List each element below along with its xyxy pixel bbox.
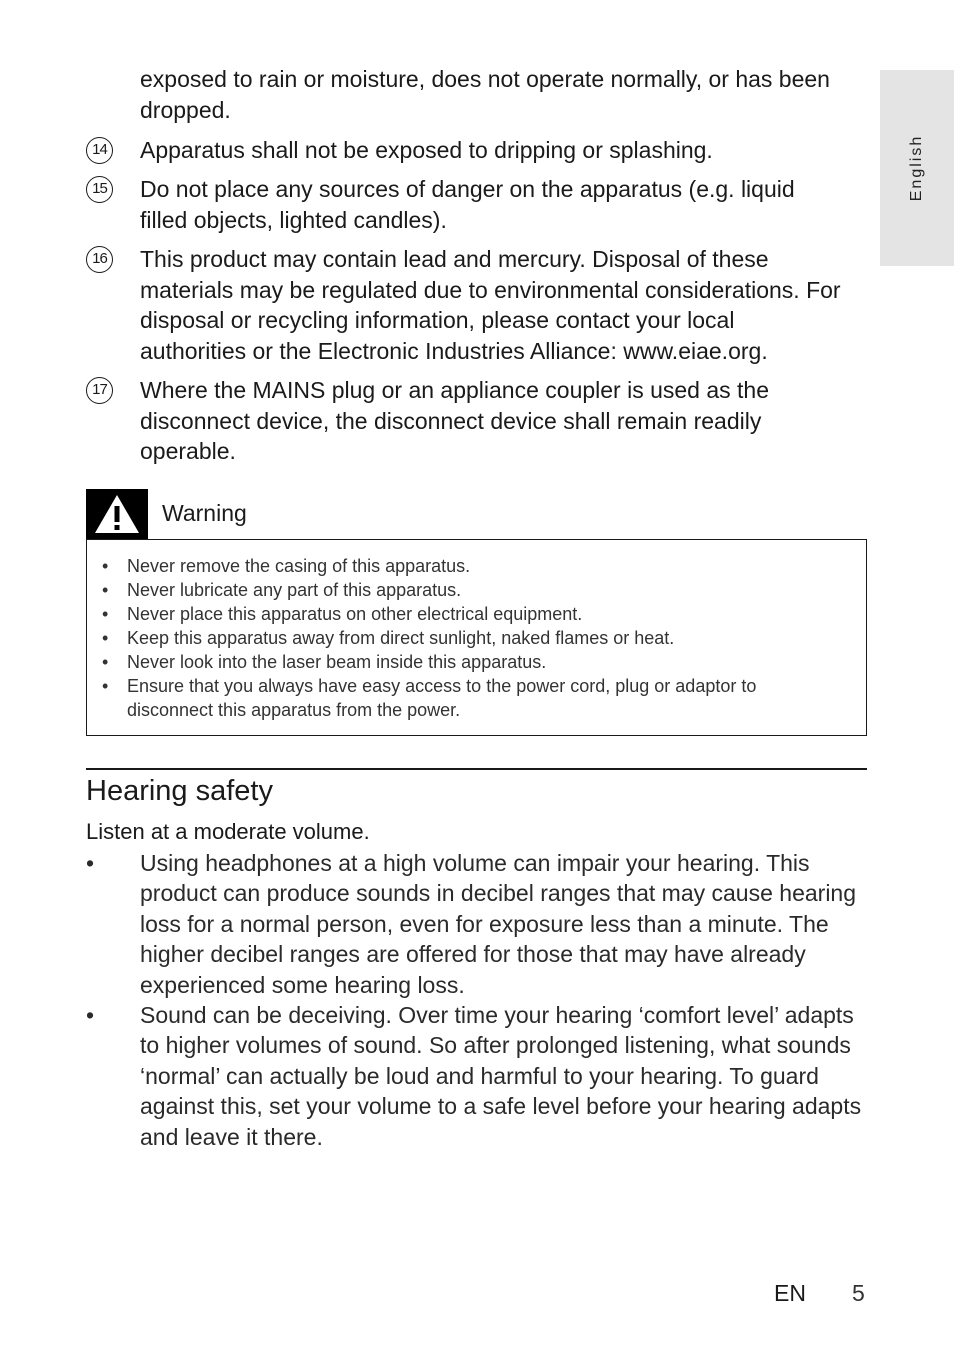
item-text: Do not place any sources of danger on the apparatus (e.g. liquid filled objects, lighted candles). (140, 176, 795, 233)
hearing-bullet-text: Using headphones at a high volume can impair your hearing. This product can produce sounds in decibel ranges that may cause hearing loss for a normal person, even for exposure less than a minute. The higher decibel ranges are offered for those that may have already experienced some hearing loss. (140, 850, 857, 998)
bullet-icon: • (102, 676, 109, 696)
item-number: 16 (86, 246, 113, 273)
bullet-icon: • (102, 580, 109, 600)
bullet-icon: • (102, 604, 109, 624)
warning-triangle-icon (86, 489, 148, 539)
language-tab (880, 70, 954, 266)
warning-item: • Ensure that you always have easy access to the power cord, plug or adaptor to disconnect this apparatus from the power. (102, 676, 757, 720)
hearing-bullet-text: Sound can be deceiving. Over time your hearing ‘comfort level’ adapts to higher volumes of sound. So after prolonged listening, what sounds ‘normal’ can actually be loud and harmful to your hearing. To guard against this, set your volume to a safe level before your hearing adapts and leave it there. (140, 1002, 862, 1150)
numbered-item (86, 135, 846, 166)
section-divider (86, 768, 867, 770)
bullet-icon: • (86, 1002, 95, 1028)
numbered-item (86, 174, 846, 236)
warning-item: • Never look into the laser beam inside this apparatus. (102, 652, 547, 672)
numbered-item (86, 244, 846, 366)
bullet-icon: • (102, 556, 109, 576)
warning-box (86, 539, 867, 736)
item-text: This product may contain lead and mercury. Disposal of these materials may be regulated due to environmental considerations. For disposal or recycling information, please contact your local authorities or the Electronic Industries Alliance: www.eiae.org. (140, 246, 841, 364)
continuation-text: exposed to rain or moisture, does not operate normally, or has been dropped. (140, 66, 830, 123)
warning-item: • Never place this apparatus on other electrical equipment. (102, 604, 583, 624)
bullet-icon: • (102, 652, 109, 672)
item-number: 15 (86, 176, 113, 203)
item-number: 17 (86, 377, 113, 404)
numbered-item (86, 375, 846, 467)
warning-header (86, 489, 386, 539)
item-number: 14 (86, 137, 113, 164)
warning-item: • Keep this apparatus away from direct sunlight, naked flames or heat. (102, 628, 675, 648)
bullet-icon: • (102, 628, 109, 648)
hearing-bullet (86, 848, 867, 1000)
page-number: 5 (852, 1280, 865, 1306)
bullet-icon: • (86, 850, 95, 876)
language-tab-label: English (908, 134, 925, 202)
section-lead: Listen at a moderate volume. (86, 819, 370, 844)
hearing-bullet (86, 1000, 867, 1152)
warning-label: Warning (162, 500, 247, 526)
warning-item: • Never remove the casing of this apparatus. (102, 556, 471, 576)
section-title: Hearing safety (86, 775, 273, 807)
item-text: Apparatus shall not be exposed to dripping or splashing. (140, 137, 713, 163)
warning-item: • Never lubricate any part of this apparatus. (102, 580, 462, 600)
footer-language: EN (774, 1280, 806, 1306)
item-text: Where the MAINS plug or an appliance coupler is used as the disconnect device, the disconnect device shall remain readily operable. (140, 377, 770, 464)
